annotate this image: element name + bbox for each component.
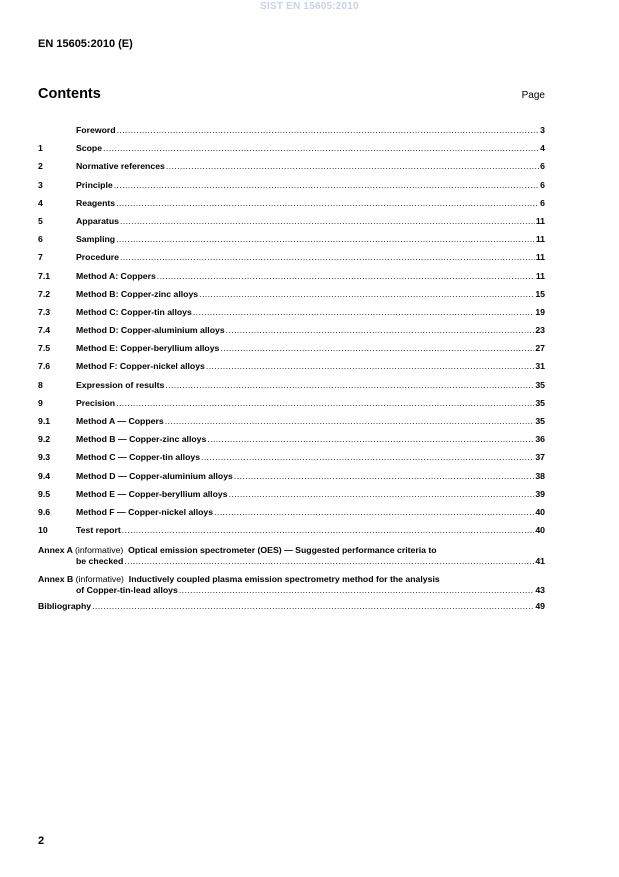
contents-heading: Contents [38,86,101,102]
toc-title: Reagents [76,197,116,208]
page-column-label: Page [521,90,545,101]
dot-leader [179,585,534,595]
toc-page: 35 [535,379,545,390]
dot-leader [201,452,534,462]
toc-bibliography[interactable] [38,601,545,619]
dot-leader [206,361,534,371]
toc-number: 8 [38,379,43,390]
dot-leader [199,289,534,299]
toc-number: 9.1 [38,416,51,426]
toc-page: 19 [535,306,545,317]
toc-page: 37 [535,452,545,463]
dot-leader [226,325,535,335]
annex-title-continued: of Copper-tin-lead alloys [76,585,178,596]
dot-leader [116,398,534,408]
dot-leader [124,556,534,566]
dot-leader [92,601,534,611]
toc-number: 10 [38,525,48,536]
toc-page: 49 [535,601,545,612]
toc-page: 27 [535,343,545,354]
toc-title: Apparatus [76,215,119,226]
toc-entry[interactable] [38,307,545,325]
toc-entry[interactable] [38,161,545,179]
toc-entry[interactable] [38,489,545,507]
toc-number: 4 [38,197,43,208]
toc-entry[interactable] [38,416,545,434]
dot-leader [207,434,534,444]
toc-entry[interactable] [38,198,545,216]
dot-leader [157,271,535,281]
toc-page: 31 [535,361,545,372]
toc-page: 11 [535,215,545,226]
dot-leader [165,416,535,426]
toc-number: 7 [38,252,43,263]
toc-number: 5 [38,215,43,226]
toc-page: 6 [540,161,545,172]
toc-entry[interactable] [38,143,545,161]
annex-label: Annex B [38,574,74,585]
document-id: EN 15605:2010 (E) [38,38,133,50]
dot-leader [165,380,534,390]
toc-title: Method B — Copper-zinc alloys [76,434,207,445]
toc-number: 9.2 [38,434,51,445]
dot-leader [103,143,539,153]
toc-title: Method C: Copper-tin alloys [76,306,192,317]
toc-page: 6 [540,197,545,208]
toc-annex-a[interactable] [38,545,545,572]
toc-number: 2 [38,161,43,172]
dot-leader [122,525,535,535]
toc-entry[interactable] [38,289,545,307]
toc-title: Test report [76,525,121,536]
toc-number: 9.3 [38,452,51,463]
toc-title: Principle [76,179,113,190]
toc-title: Method D: Copper-aluminium alloys [76,325,225,336]
toc-page: 40 [535,506,545,517]
toc-entry[interactable] [38,452,545,470]
dot-leader [214,507,534,517]
toc-number: 9 [38,397,43,408]
table-of-contents [38,125,545,620]
dot-leader [229,489,535,499]
page-number: 2 [38,835,45,847]
toc-page: 36 [535,434,545,445]
toc-title: Method F: Copper-nickel alloys [76,361,205,372]
toc-annex-b[interactable] [38,574,545,601]
toc-title: Method A — Coppers [76,416,164,426]
annex-type: (informative) [75,545,124,556]
toc-page: 43 [535,585,545,596]
toc-title: Bibliography [38,601,92,612]
toc-page: 35 [535,416,545,426]
toc-page: 35 [535,397,545,408]
toc-page: 11 [535,270,545,281]
toc-entry[interactable] [38,271,545,289]
annex-label: Annex A [38,545,73,556]
toc-page: 4 [540,143,545,154]
dot-leader [116,234,535,244]
annex-title: Optical emission spectrometer (OES) — Suggested performance criteria to [128,545,437,556]
toc-page: 41 [535,556,545,567]
toc-entry[interactable] [38,525,545,543]
annex-title: Inductively coupled plasma emission spectrometry method for the analysis [128,574,440,585]
toc-title: Expression of results [76,379,165,390]
toc-page: 15 [535,288,545,299]
toc-title: Method F — Copper-nickel alloys [76,506,214,517]
dot-leader [114,180,539,190]
dot-leader [234,471,534,481]
toc-title: Method A: Coppers [76,270,156,281]
toc-page: 11 [535,234,545,245]
toc-title: Method C — Copper-tin alloys [76,452,201,463]
dot-leader [166,161,539,171]
toc-page: 11 [535,252,545,263]
toc-page: 40 [535,525,545,536]
toc-title: Method E — Copper-beryllium alloys [76,488,228,499]
dot-leader [116,198,539,208]
toc-entry[interactable] [38,252,545,270]
toc-page: 3 [540,125,545,135]
toc-entry[interactable] [38,343,545,361]
toc-entry[interactable] [38,234,545,252]
dot-leader [220,343,534,353]
toc-number: 9.4 [38,470,51,481]
toc-title: Procedure [76,252,119,263]
toc-number: 7.3 [38,306,51,317]
annex-title-continued: be checked [76,556,124,567]
toc-number: 9.5 [38,488,51,499]
toc-entry[interactable] [38,471,545,489]
watermark: SIST EN 15605:2010 [260,1,359,12]
dot-leader [193,307,534,317]
toc-page: 38 [535,470,545,481]
toc-title: Method B: Copper-zinc alloys [76,288,199,299]
toc-entry[interactable] [38,434,545,452]
toc-entry[interactable] [38,361,545,379]
toc-page: 6 [540,179,545,190]
toc-number: 7.1 [38,270,51,281]
toc-entry[interactable] [38,398,545,416]
toc-entry[interactable] [38,125,545,143]
toc-entry[interactable] [38,507,545,525]
toc-entry[interactable] [38,380,545,398]
toc-number: 6 [38,234,43,245]
toc-title: Precision [76,397,116,408]
toc-title: Method E: Copper-beryllium alloys [76,343,220,354]
toc-page: 39 [535,488,545,499]
annex-type: (informative) [75,574,124,585]
toc-title: Normative references [76,161,165,172]
toc-entry[interactable] [38,180,545,198]
toc-page: 23 [535,325,545,336]
toc-number: 9.6 [38,506,51,517]
toc-number: 1 [38,143,43,154]
toc-title: Foreword [76,125,116,135]
toc-number: 7.5 [38,343,51,354]
toc-number: 7.6 [38,361,51,372]
toc-entry[interactable] [38,216,545,234]
toc-number: 3 [38,179,43,190]
toc-title: Sampling [76,234,116,245]
toc-number: 7.2 [38,288,51,299]
toc-title: Scope [76,143,103,154]
toc-number: 7.4 [38,325,51,336]
dot-leader [120,216,535,226]
toc-entry[interactable] [38,325,545,343]
dot-leader [117,125,540,135]
dot-leader [120,252,535,262]
toc-title: Method D — Copper-aluminium alloys [76,470,233,481]
